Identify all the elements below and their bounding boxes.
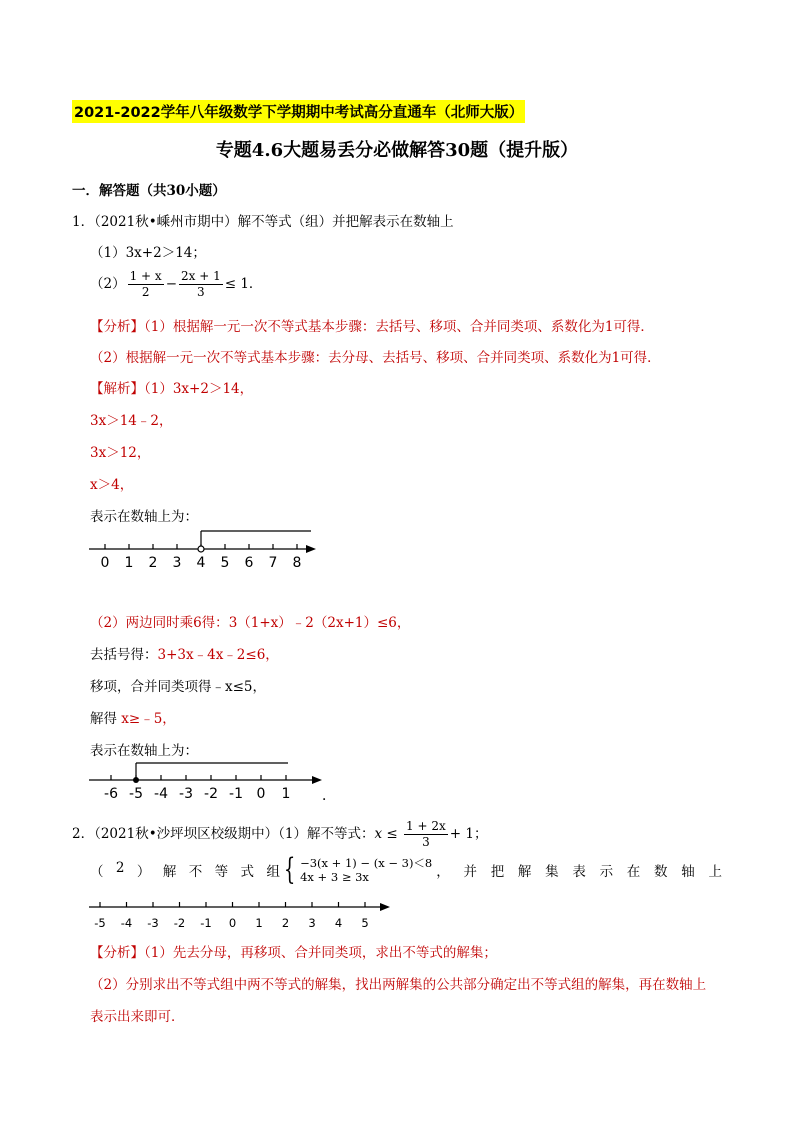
q1-solution-line3: 3x＞12， xyxy=(90,445,151,461)
axis-tick-label: 6 xyxy=(244,555,254,571)
q2-analysis2: （2）分别求出不等式组中两不等式的解集，找出两解集的公共部分确定出不等式组的解集，再在数轴上 xyxy=(90,977,707,993)
number-line-1 xyxy=(86,525,326,573)
axis-tick-label: 2 xyxy=(148,555,158,571)
spaced-char: 解 xyxy=(162,864,177,880)
axis-tick-label: -1 xyxy=(200,916,212,930)
axis-tick-label: 0 xyxy=(256,786,266,802)
axis-tick-label: -5 xyxy=(94,916,106,930)
axis-tick-label: 1 xyxy=(281,786,291,802)
axis-tick-label: 1 xyxy=(124,555,134,571)
spaced-char: 2 xyxy=(115,860,125,876)
axis-tick-label: 0 xyxy=(228,916,237,930)
spaced-char: 等 xyxy=(214,864,229,880)
spaced-char: ， xyxy=(436,864,450,880)
q1-solution2-line3: 移项，合并同类项得﹣x≤5， xyxy=(90,679,267,695)
spaced-char: 示 xyxy=(599,864,614,880)
spaced-char: ） xyxy=(136,864,151,880)
q1-part1: （1）3x+2＞14； xyxy=(90,245,206,261)
axis2-end: ． xyxy=(322,788,336,804)
spaced-char: （ xyxy=(90,864,104,880)
closed-point xyxy=(133,777,139,783)
spaced-char: 组 xyxy=(266,864,280,880)
spaced-char: 表 xyxy=(572,864,586,880)
axis-tick-label: 2 xyxy=(281,916,290,930)
q1-solution-line4: x＞4， xyxy=(90,477,134,493)
spaced-char: 式 xyxy=(240,864,255,880)
axis-tick-label: 1 xyxy=(255,916,263,930)
axis-tick-label: 4 xyxy=(334,916,343,930)
axis-tick-label: -5 xyxy=(129,786,143,802)
q2-analysis1: 【分析】（1）先去分母，再移项、合并同类项，求出不等式的解集； xyxy=(90,945,497,961)
axis-tick-label: -3 xyxy=(147,916,159,930)
axis-tick-label: 5 xyxy=(361,916,369,930)
spaced-char: 解 xyxy=(517,864,532,880)
axis-tick-label: -2 xyxy=(204,786,218,802)
fraction: $\frac{1 + 2x}{3}$ xyxy=(406,819,446,849)
spaced-char: 上 xyxy=(708,864,722,880)
axis-arrow xyxy=(306,545,316,553)
q1-solution2-line4: 解得 x≥﹣5， xyxy=(90,711,176,727)
q1-solution-line2: 3x＞14﹣2， xyxy=(90,413,173,429)
axis-tick-label: -6 xyxy=(104,786,118,802)
spaced-char: 数 xyxy=(654,864,668,880)
q1-axis-caption: 表示在数轴上为： xyxy=(90,509,198,525)
axis-tick-label: 7 xyxy=(268,555,278,571)
number-line-2 xyxy=(86,756,336,804)
q1-solution2-line1: （2）两边同时乘6得：3（1+x）﹣2（2x+1）≤6， xyxy=(90,615,411,631)
axis-tick-label: 3 xyxy=(308,916,316,930)
spaced-char: 不 xyxy=(188,864,203,880)
spaced-char: 并 xyxy=(463,864,477,880)
document-title: 专题4.6大题易丢分必做解答30题（提升版） xyxy=(215,140,579,161)
q1-analysis1: 【分析】（1）根据解一元一次不等式基本步骤：去括号、移项、合并同类项、系数化为1可得． xyxy=(90,319,654,335)
axis-tick-label: 5 xyxy=(220,555,230,571)
axis-tick-label: 4 xyxy=(196,555,206,571)
q2-stem: 2．（2021秋•沙坪坝区校级期中）（1）解不等式：x ≤ $\frac{1 + 2x}{3}$ + 1； xyxy=(72,819,488,849)
axis-tick-label: -1 xyxy=(229,786,243,802)
system-brace: { xyxy=(283,852,296,887)
open-point xyxy=(198,546,204,552)
fraction: $\frac{2x + 1}{3}$ xyxy=(181,269,221,299)
number-line-3 xyxy=(86,893,396,935)
axis-arrow xyxy=(380,903,390,911)
axis-tick-label: -3 xyxy=(179,786,193,802)
q2-analysis3: 表示出来即可． xyxy=(90,1009,185,1025)
q1-analysis2: （2）根据解一元一次不等式基本步骤：去分母、去括号、移项、合并同类项、系数化为1可得． xyxy=(90,350,661,366)
axis-tick-label: 0 xyxy=(100,555,110,571)
axis-tick-label: -2 xyxy=(173,916,186,930)
spaced-char: 集 xyxy=(545,864,559,880)
spaced-char: 轴 xyxy=(681,864,695,880)
axis-arrow xyxy=(312,776,322,784)
document-banner: 2021-2022学年八年级数学下学期期中考试高分直通车（北师大版） xyxy=(72,100,525,123)
fraction: $\frac{1 + x}{2}$ xyxy=(129,269,162,299)
axis-tick-label: 3 xyxy=(172,555,182,571)
axis-tick-label: 8 xyxy=(292,555,302,571)
q1-axis2-caption: 表示在数轴上为： xyxy=(90,743,198,759)
q1-part2: （2） $\frac{1 + x}{2}$ − $\frac{2x + 1}{3}$ ≤ 1． xyxy=(90,269,263,299)
q1-stem: 1．（2021秋•嵊州市期中）解不等式（组）并把解表示在数轴上 xyxy=(72,214,454,230)
q1-solution2-line2: 去括号得：3+3x﹣4x﹣2≤6， xyxy=(90,647,279,663)
section-heading: 一．解答题（共30小题） xyxy=(72,183,226,199)
spaced-char: 把 xyxy=(490,864,505,880)
q2-part2 xyxy=(90,852,722,887)
spaced-char: 在 xyxy=(626,864,641,880)
axis-tick-label: -4 xyxy=(120,916,133,930)
axis-tick-label: -4 xyxy=(154,786,168,802)
q1-solution-line1: 【解析】（1）3x+2＞14， xyxy=(90,381,254,397)
inequality-system: −3(x + 1) − (x − 3)＜8 4x + 3 ≥ 3x xyxy=(300,856,433,884)
